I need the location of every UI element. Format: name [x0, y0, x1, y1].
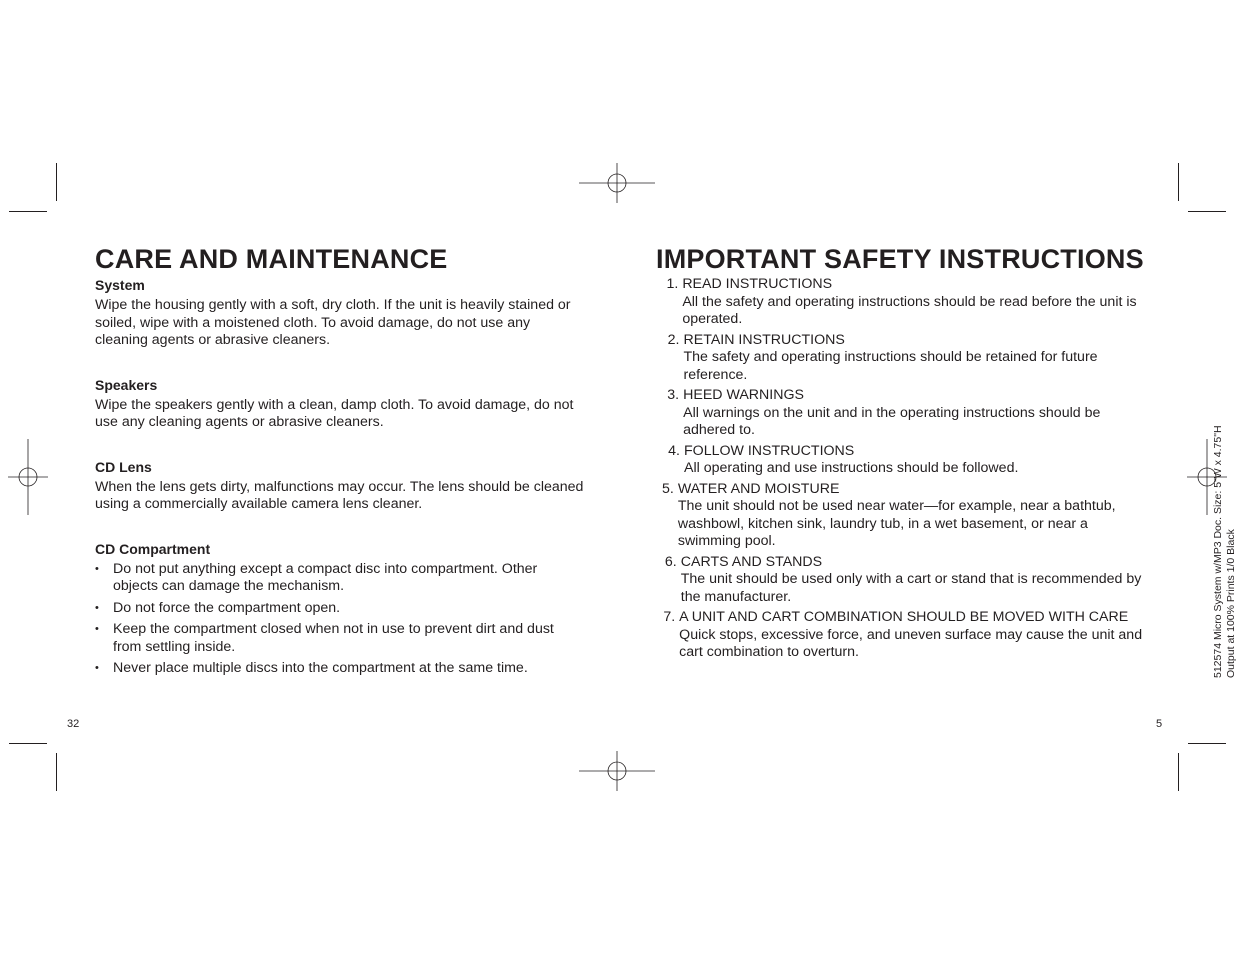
item-text: The unit should be used only with a cart or stand that is recommended by the manufacturer. [680, 571, 1142, 605]
list-item [662, 387, 1152, 440]
section-heading: CD Lens [95, 458, 152, 475]
registration-mark-icon [0, 439, 66, 515]
printer-slug [1212, 425, 1238, 678]
care-maintenance-title: CARE AND MAINTENANCE [95, 244, 448, 274]
crop-mark [1188, 743, 1226, 744]
page-number-left: 32 [67, 718, 80, 730]
item-heading: WATER AND MOISTURE [677, 480, 840, 497]
crop-mark [9, 743, 47, 744]
section-system [95, 276, 585, 350]
list-item: • Never place multiple discs into the compartment at the same time. [95, 660, 528, 676]
section-body: Wipe the housing gently with a soft, dry cloth. If the unit is heavily stained or soiled, wipe with a moistened cloth. To avoid damage, do not use any cleaning agents or abrasive cleaners. [95, 297, 571, 348]
item-text: Quick stops, excessive force, and uneven surface may cause the unit and cart combination to overturn. [679, 626, 1143, 660]
section-body: When the lens gets dirty, malfunctions may occur. The lens should be cleaned using a commercially available camera lens cleaner. [95, 478, 584, 512]
list-item [662, 609, 1152, 662]
item-heading: HEED WARNINGS [683, 387, 804, 403]
registration-mark-icon [579, 145, 655, 221]
item-number: 1. [666, 276, 679, 292]
slug-line: 512574 Micro System w/MP3 Doc. Size: 5"W x 4.75"H [1212, 425, 1224, 678]
section-speakers [95, 376, 585, 432]
item-text: All the safety and operating instructions should be read before the unit is operated. [682, 293, 1137, 327]
bullet-icon: • [95, 562, 99, 575]
crop-mark [1188, 211, 1226, 212]
bullet-icon: • [95, 623, 99, 635]
list-item: • Do not put anything except a compact disc into compartment. Other objects can damage the mechanism. [95, 560, 538, 594]
section-body: Wipe the speakers gently with a clean, damp cloth. To avoid damage, do not use any cleaning agents or abrasive cleaners. [95, 396, 574, 430]
item-heading: RETAIN INSTRUCTIONS [683, 331, 845, 348]
bullet-icon: • [95, 601, 99, 614]
bullet-icon: • [95, 662, 99, 674]
section-heading: CD Compartment [95, 540, 211, 557]
item-number: 6. [664, 553, 677, 570]
item-number: 3. [667, 387, 680, 403]
crop-mark [56, 163, 57, 201]
section-heading: System [95, 277, 145, 293]
list-item [662, 443, 1152, 478]
page-number-right: 5 [1156, 718, 1163, 730]
section-cd-lens [95, 458, 585, 514]
care-maintenance-content [95, 276, 585, 682]
list-item [662, 554, 1152, 607]
safety-instructions-title: IMPORTANT SAFETY INSTRUCTIONS [656, 244, 1144, 274]
slug-line: Output at 100% Prints 1/0 Black [1225, 529, 1237, 678]
crop-mark [56, 753, 57, 791]
section-heading: Speakers [95, 376, 158, 393]
section-cd-compartment [95, 540, 585, 678]
item-number: 2. [667, 331, 680, 348]
item-number: 4. [668, 442, 680, 459]
item-text: The safety and operating instructions should be retained for future reference. [683, 349, 1098, 383]
item-number: 7. [663, 609, 676, 625]
item-heading: FOLLOW INSTRUCTIONS [684, 442, 855, 459]
safety-instructions-list [662, 276, 1152, 665]
list-item [662, 481, 1152, 551]
list-item: • Keep the compartment closed when not in use to prevent dirt and dust from settling inside. [95, 621, 554, 655]
compartment-bullet-list [95, 561, 585, 678]
item-heading: CARTS AND STANDS [680, 553, 823, 570]
item-text: All warnings on the unit and in the operating instructions should be adhered to. [683, 404, 1101, 438]
list-item [662, 332, 1152, 385]
list-item: • Do not force the compartment open. [95, 599, 341, 616]
item-text: The unit should not be used near water—for example, near a bathtub, washbowl, kitchen sink, laundry tub, in a wet basement, or near a swimming pool. [677, 498, 1116, 549]
crop-mark [1178, 753, 1179, 791]
crop-mark [1178, 163, 1179, 201]
registration-mark-icon [579, 733, 655, 809]
item-heading: A UNIT AND CART COMBINATION SHOULD BE MOVED WITH CARE [679, 609, 1129, 625]
item-number: 5. [662, 480, 674, 497]
item-text: All operating and use instructions should be followed. [684, 460, 1019, 476]
item-heading: READ INSTRUCTIONS [682, 276, 833, 292]
crop-mark [9, 211, 47, 212]
list-item [662, 276, 1152, 329]
